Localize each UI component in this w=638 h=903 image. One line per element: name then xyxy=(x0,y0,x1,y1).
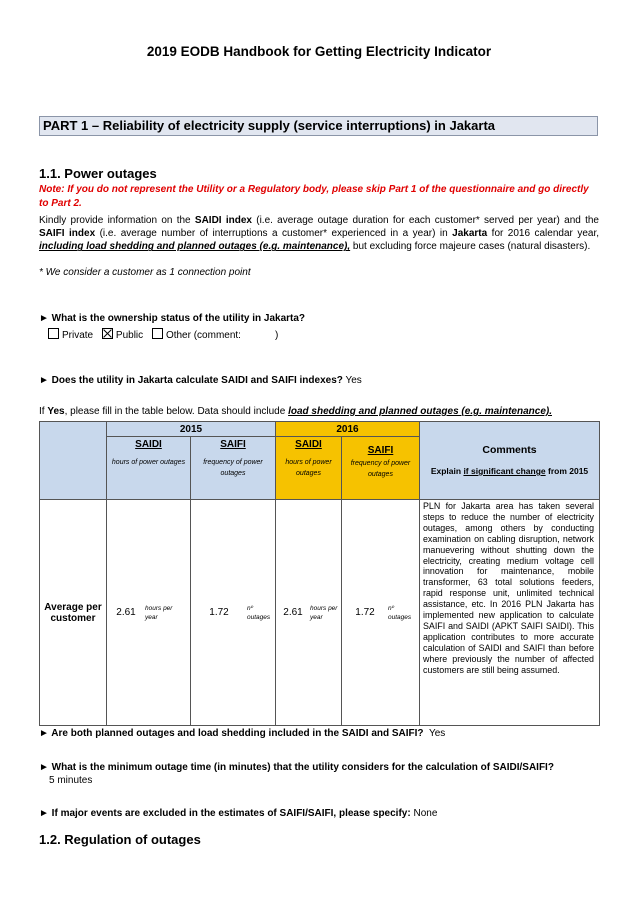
question-ownership: ► What is the ownership status of the utility in Jakarta? xyxy=(39,313,306,324)
saifi-2016-value: 1.72 nº outages xyxy=(342,500,420,726)
question-planned: ► Are both planned outages and load shedding included in the SAIDI and SAIFI? Yes xyxy=(39,728,446,739)
fill-instruction: If Yes, please fill in the table below. Data should include load shedding and planned outages (e.g. maintenance). xyxy=(39,406,552,417)
row-label-average: Average per customer xyxy=(40,500,107,726)
other-checkbox[interactable] xyxy=(152,328,163,339)
comment-cell: PLN for Jakarta area has taken several steps to reduce the number of electricity outages, among others by conducting examination on cabling disruption, network manuevering without shutting down the electricity, creating medium voltage cell innovation for maintenance, mobile transformer, 63 total solutions feeders, rapid response unit, unlimited technical assistance, etc. In 2016 PLN Jakarta has implemented new application to calculate SAIFI and SAIDI (APKT SAIFI SAIDI). This application contributes to more accurate calculation of SAIDI and SAIFI than before where previously the number of affected customers are still being assumed. xyxy=(420,500,600,726)
section-heading-power-outages: 1.1. Power outages xyxy=(39,166,157,181)
question-calc: ► Does the utility in Jakarta calculate SAIDI and SAIFI indexes? Yes xyxy=(39,375,362,386)
table-corner xyxy=(40,422,107,500)
section-heading-regulation: 1.2. Regulation of outages xyxy=(39,832,201,847)
saidi-2016-header: SAIDI hours of power outages xyxy=(276,437,342,500)
public-checkbox[interactable] xyxy=(102,328,113,339)
answer-min-outage: 5 minutes xyxy=(49,775,93,786)
part-title: PART 1 – Reliability of electricity supply (service interruptions) in Jakarta xyxy=(39,116,598,136)
question-major-events: ► If major events are excluded in the estimates of SAIFI/SAIFI, please specify: None xyxy=(39,808,438,819)
answer-calc: Yes xyxy=(345,375,362,386)
public-label: Public xyxy=(115,330,144,341)
saidi-2015-header: SAIDI hours of power outages xyxy=(107,437,191,500)
question-min-outage: ► What is the minimum outage time (in minutes) that the utility considers for the calculation of SAIDI/SAIFI? xyxy=(39,762,554,773)
year-2016-header: 2016 xyxy=(276,422,420,437)
reliability-table xyxy=(39,421,600,726)
note-text: Note: If you do not represent the Utility or a Regulatory body, please skip Part 1 of the questionnaire and go directly to Part 2. xyxy=(39,184,589,209)
private-label: Private xyxy=(62,330,94,341)
ownership-options: Private Public Other (comment: ) xyxy=(48,328,278,341)
saifi-2015-header: SAIFI frequency of power outages xyxy=(191,437,276,500)
answer-major-events: None xyxy=(413,808,438,819)
other-label: Other (comment: xyxy=(165,330,241,341)
saidi-2016-value: 2.61 hours per year xyxy=(276,500,342,726)
private-checkbox[interactable] xyxy=(48,328,59,339)
footnote: * We consider a customer as 1 connection point xyxy=(39,267,251,278)
saidi-2015-value: 2.61 hours per year xyxy=(107,500,191,726)
saifi-2015-value: 1.72 nº outages xyxy=(191,500,276,726)
answer-planned: Yes xyxy=(428,728,446,739)
year-2015-header: 2015 xyxy=(107,422,276,437)
saifi-2016-header: SAIFI frequency of power outages xyxy=(342,437,420,500)
comments-header: Comments Explain if significant change from 2015 xyxy=(420,422,600,500)
document-title: 2019 EODB Handbook for Getting Electricity Indicator xyxy=(146,44,492,59)
intro-paragraph: Kindly provide information on the SAIDI index (i.e. average outage duration for each customer* served per year) and the SAIFI index (i.e. average number of interruptions a customer* experienced in a year) in Jakarta for 2016 calendar year, including load shedding and planned outages (e.g. maintenance), but excluding force majeure cases (natural disasters). xyxy=(39,215,599,253)
